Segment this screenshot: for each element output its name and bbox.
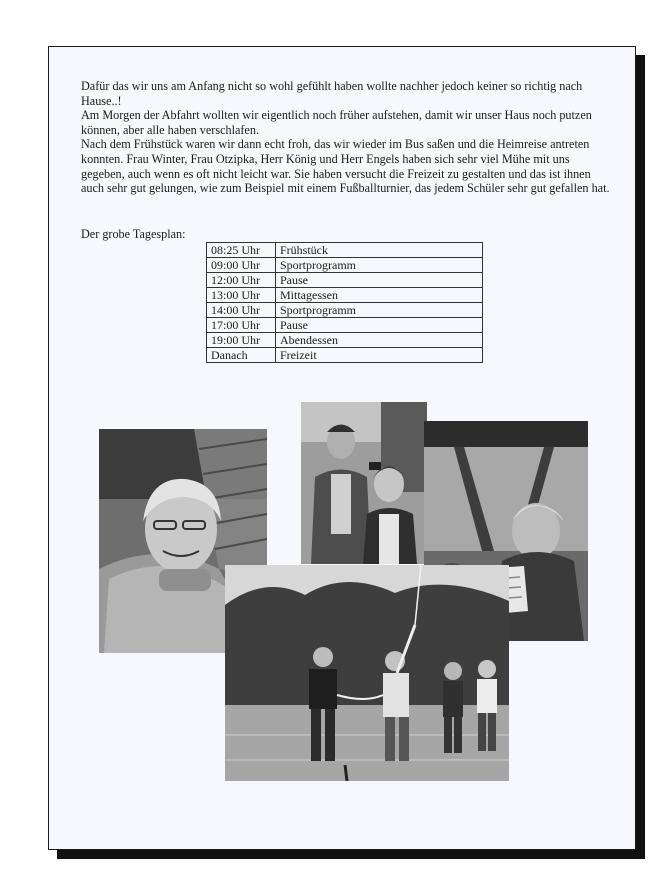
- table-row: [207, 258, 483, 273]
- photo-two-people: [301, 402, 427, 564]
- schedule-activity: Pause: [276, 318, 483, 333]
- table-row: [207, 288, 483, 303]
- schedule-activity: Sportprogramm: [276, 303, 483, 318]
- schedule-time: 09:00 Uhr: [207, 258, 276, 273]
- table-row: [207, 333, 483, 348]
- schedule-activity: Frühstück: [276, 243, 483, 258]
- table-row: [207, 318, 483, 333]
- schedule-table: [206, 242, 483, 363]
- body-text: [81, 79, 611, 196]
- table-row: [207, 243, 483, 258]
- schedule-time: 13:00 Uhr: [207, 288, 276, 303]
- photo-climbing-group: [225, 565, 509, 781]
- schedule-time: 19:00 Uhr: [207, 333, 276, 348]
- schedule-time: 17:00 Uhr: [207, 318, 276, 333]
- schedule-time: 14:00 Uhr: [207, 303, 276, 318]
- schedule-activity: Mittagessen: [276, 288, 483, 303]
- schedule-activity: Pause: [276, 273, 483, 288]
- schedule-time: 08:25 Uhr: [207, 243, 276, 258]
- table-row: [207, 273, 483, 288]
- schedule-activity: Freizeit: [276, 348, 483, 363]
- schedule-activity: Sportprogramm: [276, 258, 483, 273]
- paragraph-breakfast: Nach dem Frühstück waren wir dann echt froh, das wir wieder im Bus saßen und die Heimreise antreten konnten. Frau Winter, Frau Otzipka, Herr König und Herr Engels haben sich sehr viel Mühe mit uns gegeben, auch wenn es oft nicht leicht war. Sie haben versucht die Freizeit zu gestalten und das ist ihnen auch sehr gut gelungen, wie zum Beispiel mit einem Fußballturnier, das jedem Schüler sehr gut gefallen hat.: [81, 137, 610, 196]
- schedule-time: Danach: [207, 348, 276, 363]
- table-row: [207, 348, 483, 363]
- schedule-time: 12:00 Uhr: [207, 273, 276, 288]
- schedule-label: Der grobe Tagesplan:: [81, 227, 186, 241]
- schedule-activity: Abendessen: [276, 333, 483, 348]
- table-row: [207, 303, 483, 318]
- document-page: [48, 46, 636, 850]
- paragraph-intro: Dafür das wir uns am Anfang nicht so wohl gefühlt haben wollte nachher jedoch keiner so richtig nach Hause..!: [81, 79, 583, 108]
- paragraph-departure: Am Morgen der Abfahrt wollten wir eigentlich noch früher aufstehen, damit wir unser Haus noch putzen können, aber alle haben verschlafen.: [81, 108, 592, 137]
